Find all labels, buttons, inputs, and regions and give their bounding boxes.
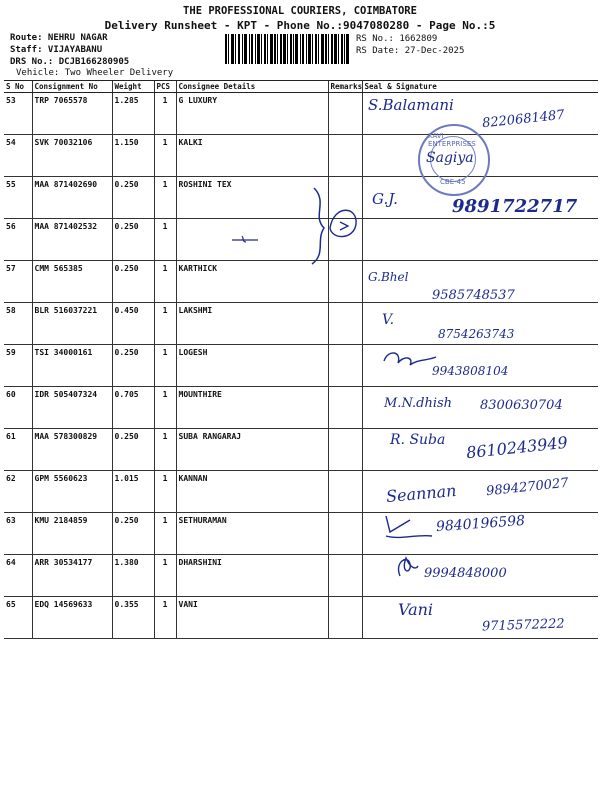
stamp-top-text: KAVI ENTERPRISES bbox=[428, 132, 476, 148]
signature-r65: Vani bbox=[398, 600, 434, 619]
row-remarks bbox=[328, 303, 362, 345]
row-pcs: 1 bbox=[154, 219, 176, 261]
row-weight: 1.285 bbox=[112, 93, 154, 135]
signature-r58: V. bbox=[382, 312, 395, 328]
row-consignee: MOUNTHIRE bbox=[176, 387, 328, 429]
row-consignment: KMU 2184859 bbox=[32, 513, 112, 555]
staff-label: Staff: VIJAYABANU bbox=[10, 45, 103, 55]
row-consignee: DHARSHINI bbox=[176, 555, 328, 597]
signature-r60: M.N.dhish bbox=[384, 396, 453, 411]
signature-r60-phone: 8300630704 bbox=[480, 398, 563, 413]
row-sno: 64 bbox=[4, 555, 32, 597]
row-weight: 1.380 bbox=[112, 555, 154, 597]
col-sno: S No bbox=[4, 81, 32, 93]
row-consignee: VANI bbox=[176, 597, 328, 639]
signature-r59-phone: 9943808104 bbox=[432, 364, 509, 378]
row-consignee: G LUXURY bbox=[176, 93, 328, 135]
signature-r53-name: S.Balamani bbox=[368, 96, 454, 114]
row-consignee: ROSHINI TEX bbox=[176, 177, 328, 219]
signature-r64-phone: 9994848000 bbox=[424, 566, 507, 581]
col-consignee: Consignee Details bbox=[176, 81, 328, 93]
row-sno: 59 bbox=[4, 345, 32, 387]
row-weight: 0.355 bbox=[112, 597, 154, 639]
row-pcs: 1 bbox=[154, 303, 176, 345]
row-consignee: KARTHICK bbox=[176, 261, 328, 303]
signature-r63-phone: 9840196598 bbox=[435, 512, 526, 536]
table-row bbox=[4, 555, 598, 597]
row-pcs: 1 bbox=[154, 261, 176, 303]
row-consignee: KALKI bbox=[176, 135, 328, 177]
signature-r59-scribble bbox=[380, 347, 440, 371]
signature-r65-phone: 9715572222 bbox=[481, 616, 565, 635]
row-consignee: LOGESH bbox=[176, 345, 328, 387]
signature-r64-scribble bbox=[392, 552, 420, 580]
route-label: Route: NEHRU NAGAR bbox=[10, 33, 108, 43]
drs-label: DRS No.: DCJB166280905 bbox=[10, 57, 130, 67]
row-consignment: CMM 565385 bbox=[32, 261, 112, 303]
row-sno: 54 bbox=[4, 135, 32, 177]
row-remarks bbox=[328, 345, 362, 387]
row-sno: 62 bbox=[4, 471, 32, 513]
row-consignment: IDR 505407324 bbox=[32, 387, 112, 429]
handwritten-scribble bbox=[306, 184, 366, 268]
signature-r57-phone: 9585748537 bbox=[432, 288, 515, 303]
row-sno: 63 bbox=[4, 513, 32, 555]
col-pcs: PCS bbox=[154, 81, 176, 93]
col-remarks: Remarks bbox=[328, 81, 362, 93]
handwritten-dash bbox=[230, 232, 262, 246]
row-remarks bbox=[328, 597, 362, 639]
row-pcs: 1 bbox=[154, 177, 176, 219]
table-header-row bbox=[4, 81, 598, 93]
row-consignment: TSI 34000161 bbox=[32, 345, 112, 387]
row-sno: 60 bbox=[4, 387, 32, 429]
signature-r57: G.Bhel bbox=[368, 270, 409, 284]
rs-number: RS No.: 1662809 bbox=[356, 34, 438, 44]
row-remarks bbox=[328, 135, 362, 177]
row-weight: 0.250 bbox=[112, 177, 154, 219]
row-consignment: MAA 871402532 bbox=[32, 219, 112, 261]
table-row bbox=[4, 135, 598, 177]
row-sno: 65 bbox=[4, 597, 32, 639]
row-weight: 0.250 bbox=[112, 345, 154, 387]
row-pcs: 1 bbox=[154, 93, 176, 135]
row-remarks bbox=[328, 513, 362, 555]
signature-r62-phone: 9894270027 bbox=[485, 475, 570, 500]
rs-date: RS Date: 27-Dec-2025 bbox=[356, 46, 465, 56]
barcode bbox=[225, 34, 350, 64]
signature-r55-phone: 9891722717 bbox=[452, 196, 578, 217]
vehicle-label: Vehicle: Two Wheeler Delivery bbox=[16, 68, 174, 78]
row-sno: 56 bbox=[4, 219, 32, 261]
row-consignment: ARR 30534177 bbox=[32, 555, 112, 597]
row-consignment: SVK 70032106 bbox=[32, 135, 112, 177]
row-weight: 1.150 bbox=[112, 135, 154, 177]
row-consignment: MAA 871402690 bbox=[32, 177, 112, 219]
signature-r61-phone: 8610243949 bbox=[465, 432, 569, 463]
row-weight: 0.250 bbox=[112, 429, 154, 471]
signature-r54: Sagiya bbox=[426, 150, 474, 166]
signature-r61: R. Suba bbox=[390, 432, 446, 448]
row-sno: 57 bbox=[4, 261, 32, 303]
row-consignee: SETHURAMAN bbox=[176, 513, 328, 555]
row-seal bbox=[362, 219, 598, 261]
col-seal: Seal & Signature bbox=[362, 81, 598, 93]
row-consignee: SUBA RANGARAJ bbox=[176, 429, 328, 471]
row-weight: 0.250 bbox=[112, 513, 154, 555]
signature-r55: G.J. bbox=[372, 190, 398, 208]
row-sno: 58 bbox=[4, 303, 32, 345]
row-pcs: 1 bbox=[154, 597, 176, 639]
runsheet-subtitle: Delivery Runsheet - KPT - Phone No.:9047080280 - Page No.:5 bbox=[104, 19, 496, 32]
row-consignment: EDQ 14569633 bbox=[32, 597, 112, 639]
row-pcs: 1 bbox=[154, 513, 176, 555]
row-consignment: GPM 5560623 bbox=[32, 471, 112, 513]
row-consignee: LAKSHMI bbox=[176, 303, 328, 345]
table-row bbox=[4, 345, 598, 387]
signature-r63-scribble bbox=[380, 512, 436, 542]
row-consignment: TRP 7065578 bbox=[32, 93, 112, 135]
company-title: THE PROFESSIONAL COURIERS, COIMBATORE bbox=[183, 5, 417, 17]
row-remarks bbox=[328, 387, 362, 429]
col-weight: Weight bbox=[112, 81, 154, 93]
row-pcs: 1 bbox=[154, 345, 176, 387]
row-pcs: 1 bbox=[154, 555, 176, 597]
row-pcs: 1 bbox=[154, 429, 176, 471]
row-weight: 1.015 bbox=[112, 471, 154, 513]
signature-r62: Seannan bbox=[385, 480, 458, 507]
row-weight: 0.250 bbox=[112, 219, 154, 261]
row-pcs: 1 bbox=[154, 135, 176, 177]
row-sno: 53 bbox=[4, 93, 32, 135]
row-pcs: 1 bbox=[154, 471, 176, 513]
signature-r58-phone: 8754263743 bbox=[438, 327, 515, 341]
row-sno: 55 bbox=[4, 177, 32, 219]
stamp-bottom-text: CBE-45 bbox=[440, 178, 466, 186]
row-pcs: 1 bbox=[154, 387, 176, 429]
row-remarks bbox=[328, 429, 362, 471]
row-weight: 0.705 bbox=[112, 387, 154, 429]
row-consignment: BLR 516037221 bbox=[32, 303, 112, 345]
row-remarks bbox=[328, 93, 362, 135]
row-weight: 0.450 bbox=[112, 303, 154, 345]
row-remarks bbox=[328, 471, 362, 513]
col-consignment: Consignment No bbox=[32, 81, 112, 93]
row-sno: 61 bbox=[4, 429, 32, 471]
row-weight: 0.250 bbox=[112, 261, 154, 303]
row-consignment: MAA 578300829 bbox=[32, 429, 112, 471]
row-remarks bbox=[328, 555, 362, 597]
row-consignee: KANNAN bbox=[176, 471, 328, 513]
delivery-table bbox=[4, 80, 598, 639]
signature-r53-phone: 8220681487 bbox=[481, 107, 566, 132]
table-row bbox=[4, 219, 598, 261]
